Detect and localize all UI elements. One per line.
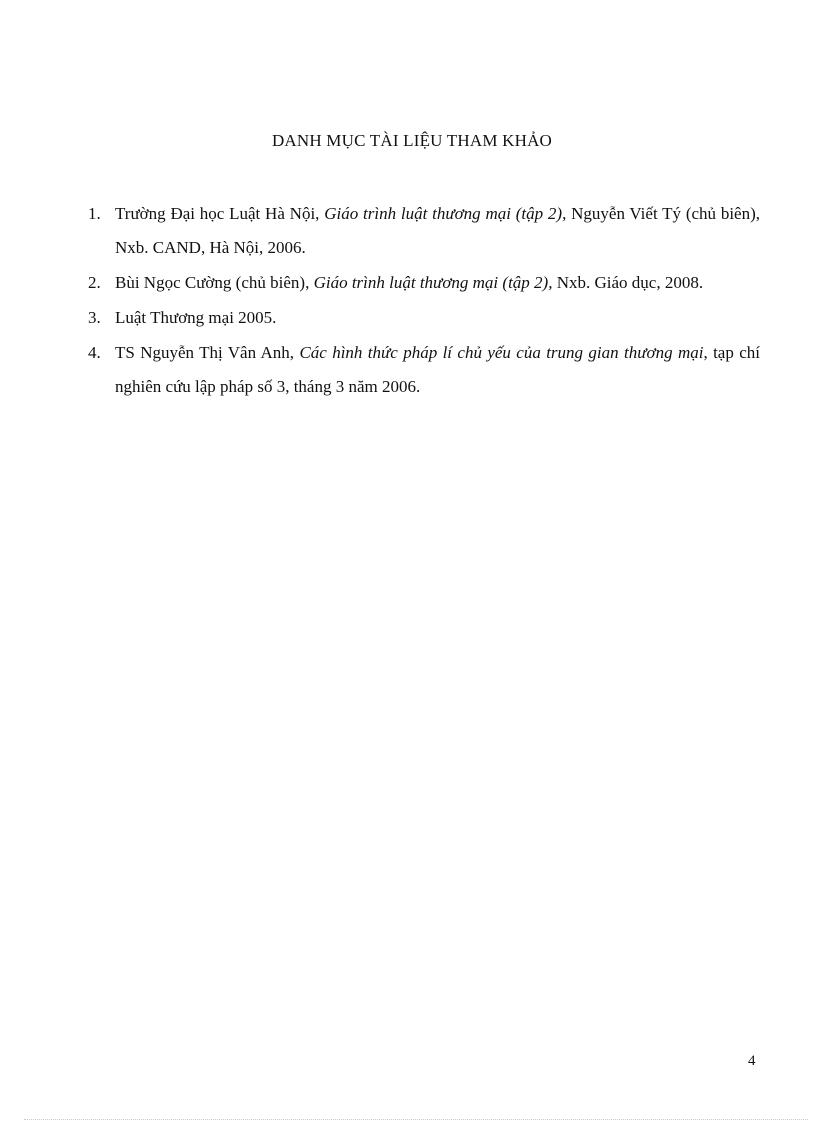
- reference-author: Trường Đại học Luật Hà Nội,: [115, 204, 325, 223]
- reference-details: , Nguyễn Viết Tý (chủ biên), Nxb. CAND, Hà Nội, 2006.: [115, 204, 761, 257]
- reference-text: [115, 308, 276, 327]
- reference-author: TS Nguyễn Thị Vân Anh,: [115, 343, 300, 362]
- reference-title: Các hình thức pháp lí chủ yếu của trung gian thương mại: [299, 343, 704, 362]
- reference-title: Giáo trình luật thương mại (tập 2),: [313, 273, 553, 292]
- reference-author: Bùi Ngọc Cường (chủ biên),: [115, 273, 314, 292]
- reference-item: [88, 197, 760, 265]
- reference-author: Luật Thương mại 2005.: [115, 308, 277, 327]
- reference-number: 3.: [88, 308, 101, 327]
- reference-item: [88, 266, 760, 300]
- reference-list: [88, 197, 760, 405]
- page-number: 4: [748, 1053, 756, 1069]
- reference-details: Nxb. Giáo dục, 2008.: [552, 273, 704, 292]
- reference-number: 1.: [88, 204, 101, 223]
- page-bottom-divider: [24, 1119, 808, 1120]
- reference-text: [115, 343, 760, 396]
- reference-number: 4.: [88, 343, 101, 362]
- reference-text: [115, 204, 760, 257]
- reference-details: , tạp chí nghiên cứu lập pháp số 3, tháng 3 năm 2006.: [115, 343, 760, 396]
- reference-item: [88, 301, 760, 335]
- reference-text: [115, 273, 703, 292]
- page-title: DANH MỤC TÀI LIỆU THAM KHẢO: [271, 131, 553, 150]
- reference-item: [88, 336, 760, 404]
- reference-number: 2.: [88, 273, 101, 292]
- reference-title: Giáo trình luật thương mại (tập 2): [324, 204, 563, 223]
